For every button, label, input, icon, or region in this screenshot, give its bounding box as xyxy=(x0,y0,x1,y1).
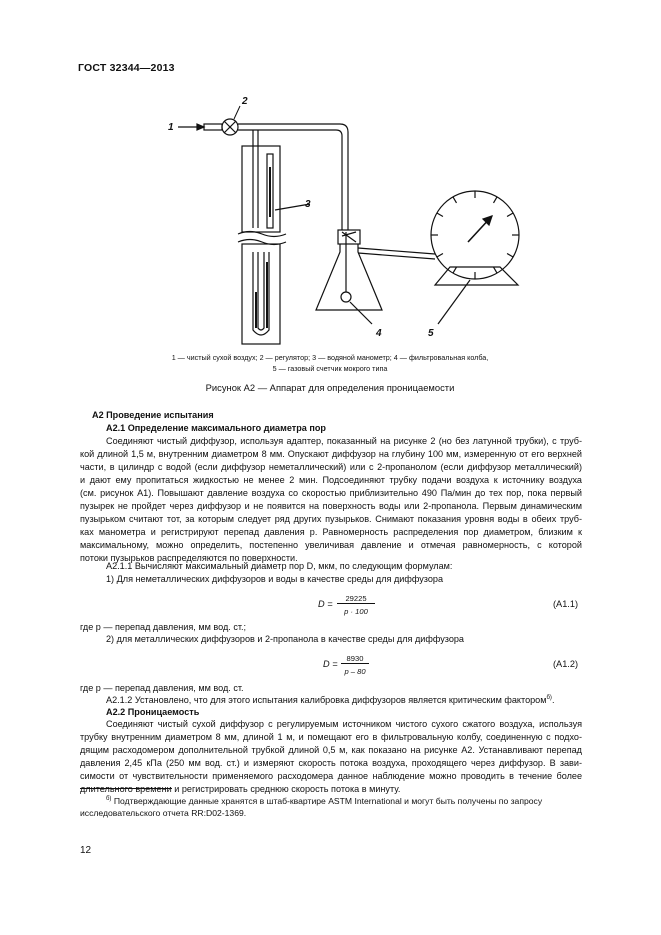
figure-legend-line1: 1 — чистый сухой воздух; 2 — регулятор; 3 — водяной манометр; 4 — фильтровальная колба, xyxy=(171,353,489,362)
a211-text: А2.1.1 Вычисляют максимальный диаметр пор D, мкм, по следующим формулам: xyxy=(106,561,453,571)
para2-line: симости от чувствительности применяемого расходомера данное наблюдение можно проводить в течение более xyxy=(80,771,582,781)
dial-tick xyxy=(507,213,513,217)
para1-line: (см. рисунок А1). Повышают давление воздуха со скоростью приблизительно 490 Па/мин до тех пор, пока первый xyxy=(80,488,582,498)
section-a21-heading: А2.1 Определение максимального диаметра пор xyxy=(106,423,326,433)
dial-tick xyxy=(437,254,443,258)
label-3: 3 xyxy=(305,199,311,210)
para2-line: давления 2,45 кПа (250 мм вод. ст.) и измеряют скорость потока воздуха, проходящего через диффузор. В зави- xyxy=(80,758,582,768)
para1-line: потоки пузырьков распределяются по поверхности. xyxy=(80,553,298,563)
item-2-text: 2) для металлических диффузоров и 2-пропанола в качестве среды для диффузора xyxy=(106,634,464,644)
formula-2-fraction-bar xyxy=(341,663,369,664)
formula-1-number: (A1.1) xyxy=(553,599,579,609)
dial-tick xyxy=(507,254,513,258)
dial-tick xyxy=(453,267,457,273)
formula-2-denominator: p – 80 xyxy=(344,667,366,676)
apparatus-figure xyxy=(150,92,530,354)
formula-1-fraction-bar xyxy=(337,603,375,604)
inlet-arrow-head xyxy=(197,124,204,130)
footnote-line2: исследовательского отчета RR:D02-1369. xyxy=(80,808,247,818)
formula-1-numerator: 29225 xyxy=(345,594,367,603)
para2-line: длительного времени и регистрировать среднюю скорость потока в минуту. xyxy=(80,784,401,794)
para1-line: части, в цилиндр с водой (если диффузор неметаллический) или с 2-пропанолом (если диффузор металлический) xyxy=(80,462,582,472)
inlet-pipe xyxy=(204,124,222,130)
footnote-line1: $^{б)}$ Подтверждающие данные хранятся в штаб-квартире ASTM International и могут быть получены по запросу xyxy=(106,796,543,806)
where-1-text: где р — перепад давления, мм вод. ст.; xyxy=(80,622,247,632)
para1-line: и дают ему пропитаться жидкостью не менее 2 мин. Подсоединяют трубку подачи воздуха к источнику воздуха xyxy=(80,475,582,485)
para2-line: Соединяют чистый сухой диффузор с регулируемым источником чистого сухого сжатого воздуха, используя xyxy=(106,719,582,729)
para1-line: пузырек не пройдет через диффузор и не появится на поверхность воды или 2-пропанола. Первым динамическим xyxy=(80,501,582,511)
formula-1-lhs: D = xyxy=(318,599,333,609)
formula-2-numerator: 8930 xyxy=(346,654,364,663)
para1-line: Соединяют чистый диффузор, используя адаптер, показанный на рисунке 2 (но без латунной трубки), с труб- xyxy=(106,436,582,446)
footnote-rule xyxy=(80,788,172,789)
gas-meter-base xyxy=(435,267,518,285)
formula-2-number: (A1.2) xyxy=(553,659,579,669)
figure-title: Рисунок А2 — Аппарат для определения проницаемости xyxy=(205,382,455,393)
para2-line: трубку внутренним диаметром 8 мм, длиной 1 м, и помещают его в фильтровальную колбу, соединенную с подхо- xyxy=(80,732,582,742)
para1-line: максимальному, можно определить, постепенно увеличивая давление и отмечая равномерность, с которой xyxy=(80,540,582,550)
where-2-text: где р — перепад давления, мм вод. ст. xyxy=(80,683,244,693)
figure-legend-line2: 5 — газовый счетчик мокрого типа xyxy=(272,364,388,373)
filter-flask xyxy=(316,237,382,310)
para1-line: кой длиной 1,5 м, внутренним диаметром 8 мм. Опускают диффузор на глубину 100 мм, измеренную от его верхней xyxy=(80,449,582,459)
dial-tick xyxy=(494,267,498,273)
label-1: 1 xyxy=(168,122,174,133)
dial-tick xyxy=(437,213,443,217)
section-a22-heading: А2.2 Проницаемость xyxy=(106,707,200,717)
para2-line: дящим расходомером дополнительной трубкой длиной 0,5 м, как показано на рисунке А2. Устанавливают перепад xyxy=(80,745,582,755)
page-number: 12 xyxy=(80,845,92,856)
label-4: 4 xyxy=(376,328,382,339)
document-header: ГОСТ 32344—2013 xyxy=(78,62,175,74)
formula-1-denominator: p · 100 xyxy=(344,607,368,616)
a212-text: А2.1.2 Установлено, что для этого испытания калибровка диффузоров является критическим фактором$^{б)}$. xyxy=(106,695,555,705)
manometer-lower xyxy=(242,244,280,344)
section-a2-heading: А2 Проведение испытания xyxy=(92,410,214,420)
label-2: 2 xyxy=(242,96,248,107)
dial-tick xyxy=(453,197,457,203)
manometer-upper xyxy=(242,146,280,232)
diffuser xyxy=(341,292,351,302)
para1-line: ках манометра и регистрируют перепад давления р. Равномерность распределения пор диаметром, близким к xyxy=(80,527,582,537)
dial-tick xyxy=(494,197,498,203)
formula-2-lhs: D = xyxy=(323,659,338,669)
label-5: 5 xyxy=(428,328,434,339)
para1-line: пузырьком считают тот, за которым следует ряд других пузырьков. Снимают показания уровня воды в обеих труб- xyxy=(80,514,582,524)
item-1-text: 1) Для неметаллических диффузоров и воды в качестве среды для диффузора xyxy=(106,574,443,584)
